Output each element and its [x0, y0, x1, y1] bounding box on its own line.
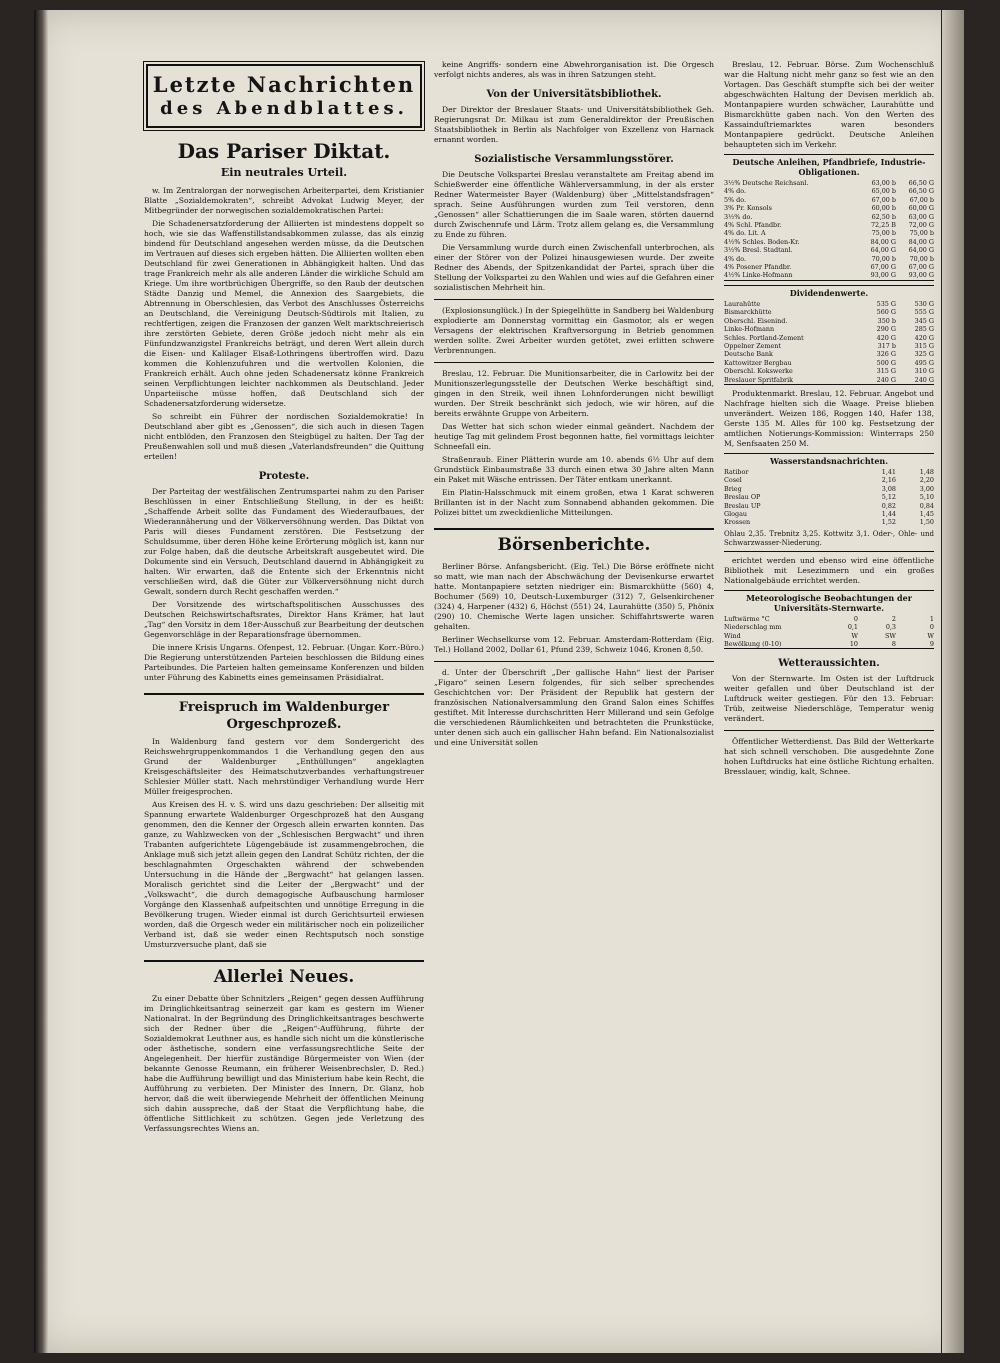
- table-cell-label: 3½% Bresl. Stadtanl.: [724, 246, 793, 255]
- table-cell-value: 326 G: [876, 350, 896, 359]
- table-cell-label: 4% Schl. Pfandbr.: [724, 221, 782, 230]
- paragraph: Die Versammlung wurde durch einen Zwischenfall unterbrochen, als einer der Störer von der Polizei hinausgewiesen wurde. Der zweite Redner des Abends, der Spitzenkandidat der Partei, sprach über die Stellung der Volkspartei zu den Wahlen und wies auf die Gefahren einer sozialistischen Mehrheit hin.: [434, 243, 714, 292]
- next-page-edge: [941, 10, 964, 1353]
- paragraph: Ein Platin-Halsschmuck mit einem großen, etwa 1 Karat schweren Brillanten ist in der Nacht zum Sonnabend abhanden gekommen. Die Polizei bittet um zweckdienliche Mitteilungen.: [434, 488, 714, 517]
- table-cell-value: 5,10: [919, 493, 934, 502]
- table-cell-label: Brieg: [724, 484, 742, 493]
- table-row: [724, 376, 934, 384]
- column-right: [724, 60, 934, 780]
- table-cell-value: 315 G: [876, 367, 896, 376]
- divider: [434, 299, 714, 300]
- table-row: [724, 271, 934, 279]
- table-cell-label: Krossen: [724, 518, 751, 527]
- table-cell-value: 315 G: [914, 341, 934, 350]
- table-row: [724, 255, 934, 263]
- headline-proteste: Proteste.: [258, 471, 310, 482]
- table-cell-value: 67,00 G: [870, 263, 896, 272]
- table-cell-value: 1,41: [881, 467, 896, 476]
- table-cell-label: 4½% Linke-Hofmann: [724, 271, 793, 280]
- table-row: [724, 300, 934, 308]
- table-cell-label: 3% Pr. Konsols: [724, 204, 772, 213]
- table-cell-label: Glogau: [724, 509, 748, 518]
- table-row: [724, 187, 934, 195]
- paragraph: Der Parteitag der westfälischen Zentrumspartei nahm zu den Pariser Beschlüssen in einer Entschließung Stellung, in der es heißt: „Schaffende Arbeit sollte das Fundament des Wiederaufbaues, der Wiederannäherung und der Völkerversöhnung werden. Das Diktat von Paris will dieses Fundament zerstören. Die Festsetzung der Schuldsumme, über deren Höhe keine Erörterung möglich ist, kann nur zur Folge haben, daß die deutsche Arbeitskraft ausgebeutet wird. Die Dokumente sind ein Versuch, Deutschland dauernd in Abhängigkeit zu halten. Wir erwarten, daß die Entente sich der Erkenntnis nicht verschließen wird, daß die Güter zur Völkerversöhnung nicht durch Gewalt, sondern durch Recht geschaffen werden.“: [144, 487, 424, 596]
- table-cell-value: 495 G: [914, 358, 934, 367]
- table-cell-label: Bewölkung (0-10): [724, 640, 782, 648]
- table-cell-value: 2: [891, 614, 896, 623]
- paragraph: d. Unter der Überschrift „Der gallische Hahn“ liest der Pariser „Figaro“ seinen Lesern folgendes, für sich selber sprechendes Geschichtchen vor: Der Präsident der Republik hat gestern der französischen Nationalversammlung den Grand Salon eines Schiffes gestiftet. Mit Interesse durchschritten Herr Millerand und sein Gefolge die verschiedenen Räumlichkeiten und betrachteten die Prunkstücke, unter denen sich auch ein gallischer Hahn befand. Ein Nationalsozialist und eine Universität sollen: [434, 668, 714, 747]
- paragraph: erichtet werden und ebenso wird eine öffentliche Bibliothek mit Lesezimmern und ein großes Nationalgebäude errichtet werden.: [724, 555, 934, 585]
- table-cell-label: Breslau OP: [724, 493, 761, 502]
- table-cell-label: 4½% Schles. Boden-Kr.: [724, 237, 800, 246]
- headline-allerlei: Allerlei Neues.: [144, 960, 424, 988]
- table-cell-value: 500 G: [876, 358, 896, 367]
- table-cell-value: 9: [929, 640, 934, 648]
- table-cell-value: 350 b: [877, 316, 896, 325]
- table-cell-value: 84,00 G: [870, 237, 896, 246]
- paragraph: Das Wetter hat sich schon wieder einmal geändert. Nachdem der heutige Tag mit gelindem Frost begonnen hatte, fiel vormittags leichter Schneefall ein.: [434, 422, 714, 451]
- table-cell-value: 84,00 G: [908, 237, 934, 246]
- table-cell-value: 1,44: [881, 509, 896, 518]
- table-cell-label: Oberschl. Eisenind.: [724, 316, 788, 325]
- table-cell-value: 60,00 b: [871, 204, 896, 213]
- paragraph: Öffentlicher Wetterdienst. Das Bild der Wetterkarte hat sich schnell verschoben. Die ausgedehnte Zone hohen Luftdrucks hat eine östliche Richtung erhalten. Bresslauer, windig, kalt, Schnee.: [724, 737, 934, 777]
- table-cell-label: Breslauer Spritfabrik: [724, 375, 794, 384]
- masthead: [146, 64, 422, 128]
- table-cell-label: 4% do.: [724, 254, 747, 263]
- table-cell-label: Bismarckhütte: [724, 308, 772, 317]
- table-cell-label: 4% do.: [724, 187, 747, 196]
- table-row: [724, 510, 934, 518]
- table-cell-value: 560 G: [876, 308, 896, 317]
- table-cell-value: 555 G: [914, 308, 934, 317]
- table-cell-value: 5,12: [881, 493, 896, 502]
- table-cell-value: 1,52: [881, 518, 896, 527]
- table-row: [724, 623, 934, 631]
- paragraph: Zu einer Debatte über Schnitzlers „Reigen“ gegen dessen Aufführung im Dringlichkeitsantrag seinerzeit gar kam es gestern im Wiener Nationalrat. In der Begründung des Dringlichkeitsantrages beschwerte sich der Redner über die „Reigen“-Aufführung, führte der Sozialdemokrat Leuthner aus, es handle sich nicht um die künstlerische oder ästhetische, sondern eine verfassungsrechtliche Seite der Angelegenheit. Der hierfür zuständige Bürgermeister von Wien (der bekannte Genosse Reumann, ein früherer Weisenbrechsler, D. Red.) habe die Aufführung bewilligt und das Ministerium habe kein Recht, die Aufführung zu verbieten. Der Minister des Innern, Dr. Glanz, hob hervor, daß die weit überwiegende Mehrheit der öffentlichen Meinung sich dahin ausspreche, daß der Staat die Verpflichtung habe, die öffentliche Sittlichkeit zu schützen. Gegen jede Verletzung des Verfassungsrechtes Wiens an.: [144, 994, 424, 1133]
- table-row: [724, 485, 934, 493]
- wasserstand-table-title: Wasserstandsnachrichten.: [769, 455, 889, 466]
- book-gutter: [34, 10, 48, 1353]
- table-cell-label: Kattowitzer Bergbau: [724, 358, 792, 367]
- divider: [434, 661, 714, 662]
- table-cell-value: 66,50 G: [908, 187, 934, 196]
- table-cell-value: 0: [853, 614, 858, 623]
- table-cell-value: 93,00 G: [908, 271, 934, 280]
- table-cell-value: 325 G: [914, 350, 934, 359]
- column-left: [144, 60, 424, 1137]
- table-cell-label: Linke-Hofmann: [724, 325, 775, 334]
- table-cell-label: 3½% Deutsche Reichsanl.: [724, 179, 809, 187]
- table-cell-value: 65,00 b: [871, 187, 896, 196]
- table-cell-value: 64,00 G: [870, 246, 896, 255]
- wetter-table-title: Meteorologische Beobachtungen der Universitäts-Sternwarte.: [746, 592, 912, 613]
- table-cell-value: 67,00 b: [909, 195, 934, 204]
- table-row: [724, 238, 934, 246]
- paragraph: Straßenraub. Einer Plätterin wurde am 10. abends 6½ Uhr auf dem Grundstück Einbaumstraße 33 durch einen etwa 30 Jahre alten Mann ein Paket mit Wäsche entrissen. Der Täter entkam unerkannt.: [434, 455, 714, 484]
- headline-universitaetsbibliothek: Von der Universitätsbibliothek.: [486, 89, 662, 100]
- dividend-table: [724, 285, 934, 385]
- table-row: [724, 308, 934, 316]
- table-cell-label: Cosel: [724, 476, 742, 485]
- table-row: [724, 204, 934, 212]
- wetter-table: [724, 590, 934, 650]
- table-cell-value: 64,00 G: [908, 246, 934, 255]
- table-cell-value: 66,50 G: [908, 179, 934, 187]
- masthead-line2: des Abendblattes.: [160, 98, 408, 119]
- table-cell-value: W: [927, 631, 934, 640]
- table-cell-value: 60,00 G: [908, 204, 934, 213]
- headline-boersenberichte: Börsenberichte.: [434, 528, 714, 556]
- headline-wetteraussichten: Wetteraussichten.: [778, 658, 880, 670]
- masthead-line1: Letzte Nachrichten: [152, 72, 416, 97]
- table-cell-label: 4% do. Lit. A: [724, 229, 766, 238]
- table-row: [724, 221, 934, 229]
- table-cell-value: 530 G: [914, 299, 934, 308]
- table-cell-value: 67,00 G: [908, 263, 934, 272]
- dividend-table-title: Dividendenwerte.: [789, 287, 869, 298]
- table-cell-value: 75,00 b: [909, 229, 934, 238]
- paragraph: Die Deutsche Volkspartei Breslau veranstaltete am Freitag abend im Schießwerder eine öffentliche Wählerversammlung, in der als erster Redner Watermeister Bayer (Waldenburg) über „Mittelstandsfragen“ sprach. Seine Ausführungen wurden zum Teil verstoren, denn „Genossen“ aller Schattierungen die im Saale waren, störten dauernd durch Zwischenrufe und Lärm. Trotz allem gelang es, die Versammlung zu Ende zu führen.: [434, 170, 714, 239]
- table-cell-value: 72,25 B: [870, 221, 896, 230]
- table-cell-value: 63,00 b: [871, 179, 896, 187]
- paragraph: Aus Kreisen des H. v. S. wird uns dazu geschrieben: Der allseitig mit Spannung erwartete Waldenburger Orgeschprozeß hat den Ausgang genommen, den die Kenner der Orgesch allein erwarten konnten. Das ganze, zu Wahlzwecken von der „Schlesischen Bergwacht“ und ihren Trabanten aufgerichtete Lügengebäude ist zusammengebrochen, die Anklage muß sich jetzt allein gegen den Landrat Schütz richten, der die beschlagnahmten Orgeschakten während der schwebenden Untersuchung in die Hände der „Bergwacht“ hat gelangen lassen. Moralisch gerichtet sind die Leiter der „Bergwacht“ und der „Volkswacht“, die durch demagogische Aufbauschung harmloser Vorgänge den Klassenhaß aufpeitschten und unnötige Erregung in die Bevölkerung trugen. Wieder einmal ist durch Gerichtsurteil erwiesen worden, daß die Orgesch weder ein militärischer noch ein polizeilicher Verband ist, daß sie weder einen Rechtsputsch noch sonstige Umsturzversuche plant, daß sie: [144, 800, 424, 949]
- table-cell-value: 63,00 G: [908, 212, 934, 221]
- anleihen-table: [724, 154, 934, 281]
- table-cell-value: 93,00 G: [870, 271, 896, 280]
- table-cell-label: Luftwärme °C: [724, 614, 770, 623]
- table-cell-value: SW: [885, 631, 896, 640]
- table-cell-label: 5% do.: [724, 195, 747, 204]
- table-row: [724, 632, 934, 640]
- table-row: [724, 493, 934, 501]
- table-cell-value: 240 G: [914, 375, 934, 384]
- table-cell-value: 0,3: [885, 623, 896, 632]
- column-middle: [434, 60, 714, 751]
- anleihen-table-title: Deutsche Anleihen, Pfandbriefe, Industrie-Obligationen.: [732, 157, 926, 177]
- table-cell-value: 240 G: [876, 375, 896, 384]
- table-cell-value: 62,50 b: [871, 212, 896, 221]
- table-cell-value: 1,45: [919, 509, 934, 518]
- table-cell-label: Deutsche Bank: [724, 350, 773, 359]
- table-cell-value: 535 G: [876, 299, 896, 308]
- paragraph: Produktenmarkt. Breslau, 12. Februar. Angebot und Nachfrage hielten sich die Waage. Preise blieben unverändert. Weizen 186, Roggen 140, Hafer 138, Gerste 135 M. Alles für 100 kg. Festsetzung der amtlichen Notierungs-Kommission: Winterraps 250 M, Senfsaaten 250 M.: [724, 388, 934, 448]
- table-row: [724, 502, 934, 510]
- table-row: [724, 615, 934, 623]
- table-cell-value: 345 G: [914, 316, 934, 325]
- table-row: [724, 476, 934, 484]
- table-row: [724, 468, 934, 476]
- table-cell-value: 2,16: [881, 476, 896, 485]
- table-row: [724, 518, 934, 526]
- table-cell-label: Niederschlag mm: [724, 623, 782, 632]
- table-cell-value: 317 b: [877, 341, 896, 350]
- table-cell-value: 0,82: [881, 501, 896, 510]
- table-cell-value: 8: [891, 640, 896, 648]
- table-row: [724, 342, 934, 350]
- paragraph: Die innere Krisis Ungarns. Ofenpest, 12. Februar. (Ungar. Korr.-Büro.) Die Regierung unterstützenden Parteien beschlossen die Bildung eines Parteibundes. Die Parteien halten gemeinsame Konferenzen und bilden unter Führung des Kabinetts eines gemeinsamen Präsidialrat.: [144, 643, 424, 682]
- table-row: [724, 325, 934, 333]
- table-row: [724, 367, 934, 375]
- headline-versammlungsstoerer: Sozialistische Versammlungsstörer.: [474, 154, 674, 165]
- wasserstand-table: [724, 453, 934, 552]
- table-cell-value: 310 G: [914, 367, 934, 376]
- paragraph: Die Schadenersatzforderung der Alliierten ist mindestens doppelt so hoch, wie sie das Waffenstillstandsabkommen zulasse, das als einzig bindend für Deutschland angesehen werden müsse, da die Deutschen im Vertrauen auf dieses sich ergeben hätten. Die Alliierten wollten eben Deutschland für zwei Generationen in Abhängigkeit halten. Und das trage Frankreich mehr als alle anderen Länder die wirkliche Schuld am Kriege. Um ihre wortbrüchigen Übergriffe, so den Raub der deutschen Städte Danzig und Memel, die Annexion des Saargebiets, die Abtrennung in Oberschlesien, das Verbot des Anschlusses Österreichs an Deutschland, die Vereinigung Deutsch-Südtirols mit Italien, zu rechtfertigen, zeigen die Franzosen der ganzen Welt marktschreierisch ihre zerstörten Gebiete, deren Größe jedoch nicht mehr als ein Fünfundzwanzigstel Frankreichs beträgt, und deren Wert allein durch die Eisen- und Kalilager Elsaß-Lothringens übertroffen wird. Dazu kommen die Kohlenzufuhren und die wertvollen Kolonien, die Frankreich erhält. Auch ohne jeden Schadenersatz könne Frankreich seinen Verpflichtungen leichter nachkommen als Deutschland. Jeder Unparteiische müsse hoffen, daß Deutschland sich der Schadenersatzforderung widersetze.: [144, 219, 424, 408]
- table-cell-value: W: [851, 631, 858, 640]
- wasserstand-note: Ohlau 2,35. Trebnitz 3,25. Kottwitz 3,1. Oder-, Ohle- und Schwarzwasser-Niederung.: [724, 529, 934, 547]
- paragraph: Der Vorsitzende des wirtschaftspolitischen Ausschusses des Deutschen Reichswirtschaftsrates, Direktor Hans Krämer, hat laut „Tag“ den Vorsitz in dem 18er-Ausschuß zur Bearbeitung der deutschen Gegenvorschläge in der Reparationsfrage übernommen.: [144, 600, 424, 639]
- paragraph: Von der Sternwarte. Im Osten ist der Luftdruck weiter gefallen und über Deutschland ist der Luftdruck weiter gestiegen. Für den 13. Februar: Trüb, zeitweise Niederschläge, Temperatur wenig verändert.: [724, 674, 934, 724]
- table-cell-value: 420 G: [914, 333, 934, 342]
- table-cell-value: 10: [849, 640, 858, 648]
- table-row: [724, 213, 934, 221]
- table-cell-value: 67,00 b: [871, 195, 896, 204]
- paragraph: Der Direktor der Breslauer Staats- und Universitätsbibliothek Geh. Regierungsrat Dr. Milkau ist zum Generaldirektor der Preußischen Staatsbibliothek in Berlin als Nachfolger von Exzellenz von Harnack ernannt worden.: [434, 105, 714, 144]
- paragraph: In Waldenburg fand gestern vor dem Sondergericht des Reichswehrgruppenkommandos 1 die Verhandlung gegen den aus Grund der Waldenburger „Enthüllungen“ angeklagten Kreisgeschäftsleiter des Heimatschutzverbandes verhaftungstreuer Schlesier Müller statt. Nach mehrstündiger Verhandlung wurde Herr Müller freigesprochen.: [144, 737, 424, 796]
- table-cell-value: 3,08: [881, 484, 896, 493]
- table-row: [724, 196, 934, 204]
- table-row: [724, 263, 934, 271]
- subheadline-diktat: Ein neutrales Urteil.: [220, 166, 348, 179]
- paragraph: Breslau, 12. Februar. Die Munitionsarbeiter, die in Carlowitz bei der Munitionszerlegungsstelle der Deutschen Werke beschäftigt sind, gingen in den Streik, weil ihnen Lohnforderungen nicht bewilligt wurden. Der Streik beschränkt sich jedoch, wie wir hören, auf die bereits erwähnte Gruppe von Arbeitern.: [434, 369, 714, 418]
- headline-freispruch: Freispruch im Waldenburger Orgeschprozeß.: [144, 693, 424, 733]
- table-row: [724, 246, 934, 254]
- table-cell-value: 290 G: [876, 325, 896, 334]
- table-cell-label: Oberschl. Kokswerke: [724, 367, 793, 376]
- table-cell-value: 2,20: [919, 476, 934, 485]
- table-cell-value: 70,00 b: [871, 254, 896, 263]
- paragraph: keine Angriffs- sondern eine Abwehrorganisation ist. Die Orgesch verfolgt nichts anderes, als was in ihren Satzungen steht.: [434, 60, 714, 79]
- paragraph: Breslau, 12. Februar. Börse. Zum Wochenschluß war die Haltung nicht mehr ganz so fest wie an den Vortagen. Das Geschäft stumpfte sich bei der weiter abgeschwächten Haltung der Devisen merklich ab. Montanpapiere wurden schwächer, Laurahütte und Bismarckhütte gaben nach. Von den Werten des Kassainduſtriemarktes waren besonders Montanpapiere gedrückt. Deutsche Anleihen behaupteten sich im Verkehr.: [724, 60, 934, 149]
- paragraph: So schreibt ein Führer der nordischen Sozialdemokratie! In Deutschland aber gibt es „Genossen“, die sich auch in diesen Tagen nicht entblöden, den Franzosen den Steigbügel zu halten. Der Tag der Preußenwahlen soll und muß diesen „Vaterlandsfreunden“ die Quittung erteilen!: [144, 412, 424, 461]
- table-cell-label: 4% Posener Pfandbr.: [724, 263, 792, 272]
- table-row: [724, 350, 934, 358]
- table-row: [724, 229, 934, 237]
- paragraph: Berliner Wechselkurse vom 12. Februar. Amsterdam-Rotterdam (Eig. Tel.) Holland 2002, Dollar 61, Pfund 239, Schweiz 1046, Kronen 8,50.: [434, 635, 714, 654]
- table-cell-value: 75,00 b: [871, 229, 896, 238]
- headline-diktat: Das Pariser Diktat.: [177, 139, 391, 163]
- paragraph: (Explosionsunglück.) In der Spiegelhütte in Sandberg bei Waldenburg explodierte am Donnerstag vormittag ein Gasmotor, als er wegen Versagens der elektrischen Kraftversorgung in Betrieb genommen werden sollte. Zwei Arbeiter wurden getötet, zwei erlitten schwere Verbrennungen.: [434, 306, 714, 355]
- table-cell-value: 3,00: [919, 484, 934, 493]
- table-cell-value: 1,50: [919, 518, 934, 527]
- newspaper-scan: [34, 10, 964, 1353]
- table-cell-value: 420 G: [876, 333, 896, 342]
- paragraph: Berliner Börse. Anfangsbericht. (Eig. Tel.) Die Börse eröffnete nicht so matt, wie man nach der Abschwächung der Devisenkurse erwartet hatte. Montanpapiere setzten niedriger ein: Bismarckhütte (560) 4, Bochumer (569) 10, Deutsch-Luxemburger (312) 7, Gelsenkirchener (324) 4, Harpener (432) 6, Höchst (551) 24, Laurahütte (350) 5, Phönix (290) 10. Chemische Werte lagen unsicher. Schiffahrtswerte waren gehalten.: [434, 562, 714, 631]
- table-cell-value: 70,00 b: [909, 254, 934, 263]
- table-cell-label: Oppelner Zement: [724, 341, 781, 350]
- table-cell-value: 0: [929, 623, 934, 632]
- table-cell-label: Breslau UP: [724, 501, 761, 510]
- divider: [434, 362, 714, 363]
- table-cell-label: Ratibor: [724, 467, 749, 476]
- table-cell-value: 1,48: [919, 467, 934, 476]
- table-cell-label: Wind: [724, 631, 741, 640]
- table-row: [724, 359, 934, 367]
- table-cell-label: Laurahütte: [724, 299, 761, 308]
- table-cell-label: 3½% do.: [724, 212, 753, 221]
- table-cell-value: 72,00 G: [908, 221, 934, 230]
- table-row: [724, 317, 934, 325]
- table-cell-value: 0,84: [919, 501, 934, 510]
- table-row: [724, 334, 934, 342]
- table-row: [724, 640, 934, 648]
- table-cell-value: 0,1: [847, 623, 858, 632]
- divider: [724, 730, 934, 731]
- table-cell-label: Schles. Portland-Zement: [724, 333, 804, 342]
- table-cell-value: 1: [929, 614, 934, 623]
- paragraph: w. Im Zentralorgan der norwegischen Arbeiterpartei, dem Kristianier Blatte „Sozialdemokraten“, schreibt Advokat Ludwig Meyer, der Mitbegründer der norwegischen sozialdemokratischen Partei:: [144, 186, 424, 215]
- table-cell-value: 285 G: [914, 325, 934, 334]
- table-row: [724, 179, 934, 187]
